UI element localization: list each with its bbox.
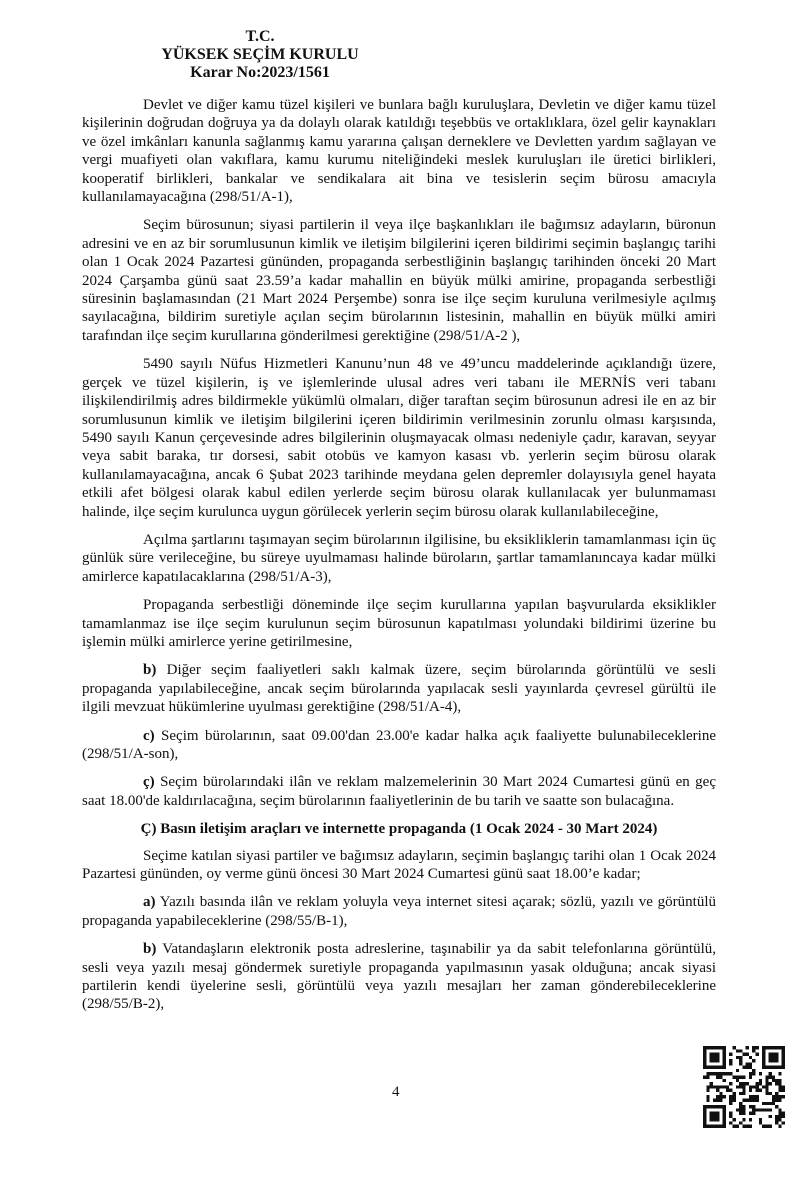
paragraph: b) Diğer seçim faaliyetleri saklı kalmak üzere, seçim bürolarında görüntülü ve sesli propaganda yapılabileceğine, ancak seçim bürolarında yapılacak sesli yayınlarda çevresel gürültü ile ilgili mevzuat hükümlerine uyulması gerektiğine (298/51/A-4), <box>82 662 716 716</box>
paragraph: Seçime katılan siyasi partiler ve bağımsız adayların, seçimin başlangıç tarihi olan 1 Ocak 2024 Pazartesi gününden, oy verme günü öncesi 30 Mart 2024 Cumartesi günü saat 18.00’e kadar; <box>82 847 716 883</box>
paragraph: b) Vatandaşların elektronik posta adreslerine, taşınabilir ya da sabit telefonlarına görüntülü, sesli veya yazılı mesaj göndermek suretiyle propaganda yapılmasının yasak olduğuna; ancak siyasi partilerin kendi üyelerine sesli, görüntülü veya yazılı mesajları her zaman gönderebileceklerine (298/55/B-2), <box>82 941 716 1013</box>
paragraph: 5490 sayılı Nüfus Hizmetleri Kanunu’nun 48 ve 49’uncu maddelerinde açıklandığı üzere, gerçek ve tüzel kişilerin, iş ve işlemlerinde ulusal adres veri tabanı ile MERNİS veri tabanı ilişkilendirilmiş adres bildirmekle yükümlü olmaları, diğer taraftan seçim bürosunun adresi ile en az bir sorumlusunun kimlik ve iletişim bilgilerini içeren bildirimin verilmesinin zorunlu olması karşısında, 5490 sayılı Kanun çerçevesinde adres bilgilerinin oluşmayacak olması nedeniyle çadır, karavan, seyyar veya sabit baraka, tır dorsesi, sabit otobüs ve kamyon kasası vb. yerlerin seçim bürosu olarak kullanılamayacağına, ancak 6 Şubat 2023 tarihinde meydana gelen depremler dolayısıyla genel hayata etkili afet bölgesi olarak kabul edilen yerlerde seçim bürosu olarak kullanılacak yer bulunmaması halinde, ilçe seçim kurulunca uygun görülecek yerlerin seçim bürosu olarak kullanılabileceğine, <box>82 356 716 520</box>
qr-code-icon <box>703 1046 785 1128</box>
paragraph: Propaganda serbestliği döneminde ilçe seçim kurullarına yapılan başvurularda eksiklikler tamamlanmaz ise ilçe seçim kurulunun seçim bürosunun kapatılması yolundaki bildirimi üzerine bu işlemin mülki amirlerce yerine getirilmesine, <box>82 597 716 650</box>
paragraph: Seçim bürosunun; siyasi partilerin il veya ilçe başkanlıkları ile bağımsız adayların, büronun adresini ve en az bir sorumlusunun kimlik ve iletişim bilgilerini içeren bildirimi seçimin başlangıç tarihi olan 1 Ocak 2024 Pazartesi gününden, propaganda serbestliğinin başlangıç tarihinden önceki 20 Mart 2024 Çarşamba günü saat 23.59’a kadar mahallin en büyük mülki amirine, propaganda serbestliği süresinin başlamasından (21 Mart 2024 Perşembe) sonra ise ilçe seçim kuruluna verilmesiyle açılmış sayılacağına, bildirim suretiyle açılan seçim bürolarının listesinin, mahallin en büyük mülki amiri tarafından ilçe seçim kurullarına gönderilmesi gerektiğine (298/51/A-2 ), <box>82 217 716 344</box>
header-decision-number: Karar No:2023/1561 <box>190 64 330 81</box>
paragraph: c) Seçim bürolarının, saat 09.00'dan 23.00'e kadar halka açık faaliyette bulunabileceklerine (298/51/A-son), <box>82 727 716 762</box>
item-marker: ç) <box>143 774 155 791</box>
document-header <box>110 28 410 82</box>
paragraph: ç) Seçim bürolarındaki ilân ve reklam malzemelerinin 30 Mart 2024 Cumartesi günü en geç saat 18.00'de kaldırılacağına, seçim bürolarının faaliyetlerinin de bu tarih ve saatte son bulacağına. <box>82 774 716 809</box>
paragraph: Devlet ve diğer kamu tüzel kişileri ve bunlara bağlı kuruluşlara, Devletin ve diğer kamu tüzel kişilerinin doğrudan doğruya ya da dolaylı olarak katıldığı teşebbüs ve ortaklıklara, özel gelir kaynakları ve özel imkânları kanunla sağlanmış kamu yararına çalışan derneklere ve Devletten yardım sağlayan ve vergi muafiyeti olan vakıflara, kamu kurumu niteliğindeki meslek kuruluşları ile üretici birlikleri, kooperatif birlikleri, bankalar ve sendikalara ait bina ve tesislerin seçim bürosu amacıyla kullanılamayacağına (298/51/A-1), <box>82 97 716 206</box>
item-marker: a) <box>143 894 156 911</box>
item-marker: b) <box>143 662 157 679</box>
paragraph: Açılma şartlarını taşımayan seçim bürolarının ilgilisine, bu eksikliklerin tamamlanması için üç günlük süre verileceğine, bu süreye uyulmaması halinde büroların, şartlar tamamlanıncaya kadar mülki amirlerce kapatılacaklarına (298/51/A-3), <box>82 531 716 585</box>
header-institution: YÜKSEK SEÇİM KURULU <box>161 46 359 63</box>
section-heading: Ç) Basın iletişim araçları ve internette propaganda (1 Ocak 2024 - 30 Mart 2024) <box>140 821 658 838</box>
document-body <box>82 96 716 1024</box>
header-country: T.C. <box>245 28 275 45</box>
paragraph: a) Yazılı basında ilân ve reklam yoluyla veya internet sitesi açarak; sözlü, yazılı ve görüntülü propaganda yapabileceklerine (298/55/B-1), <box>82 894 716 929</box>
item-marker: c) <box>143 727 155 744</box>
page-number: 4 <box>392 1084 400 1100</box>
item-marker: b) <box>143 941 157 958</box>
